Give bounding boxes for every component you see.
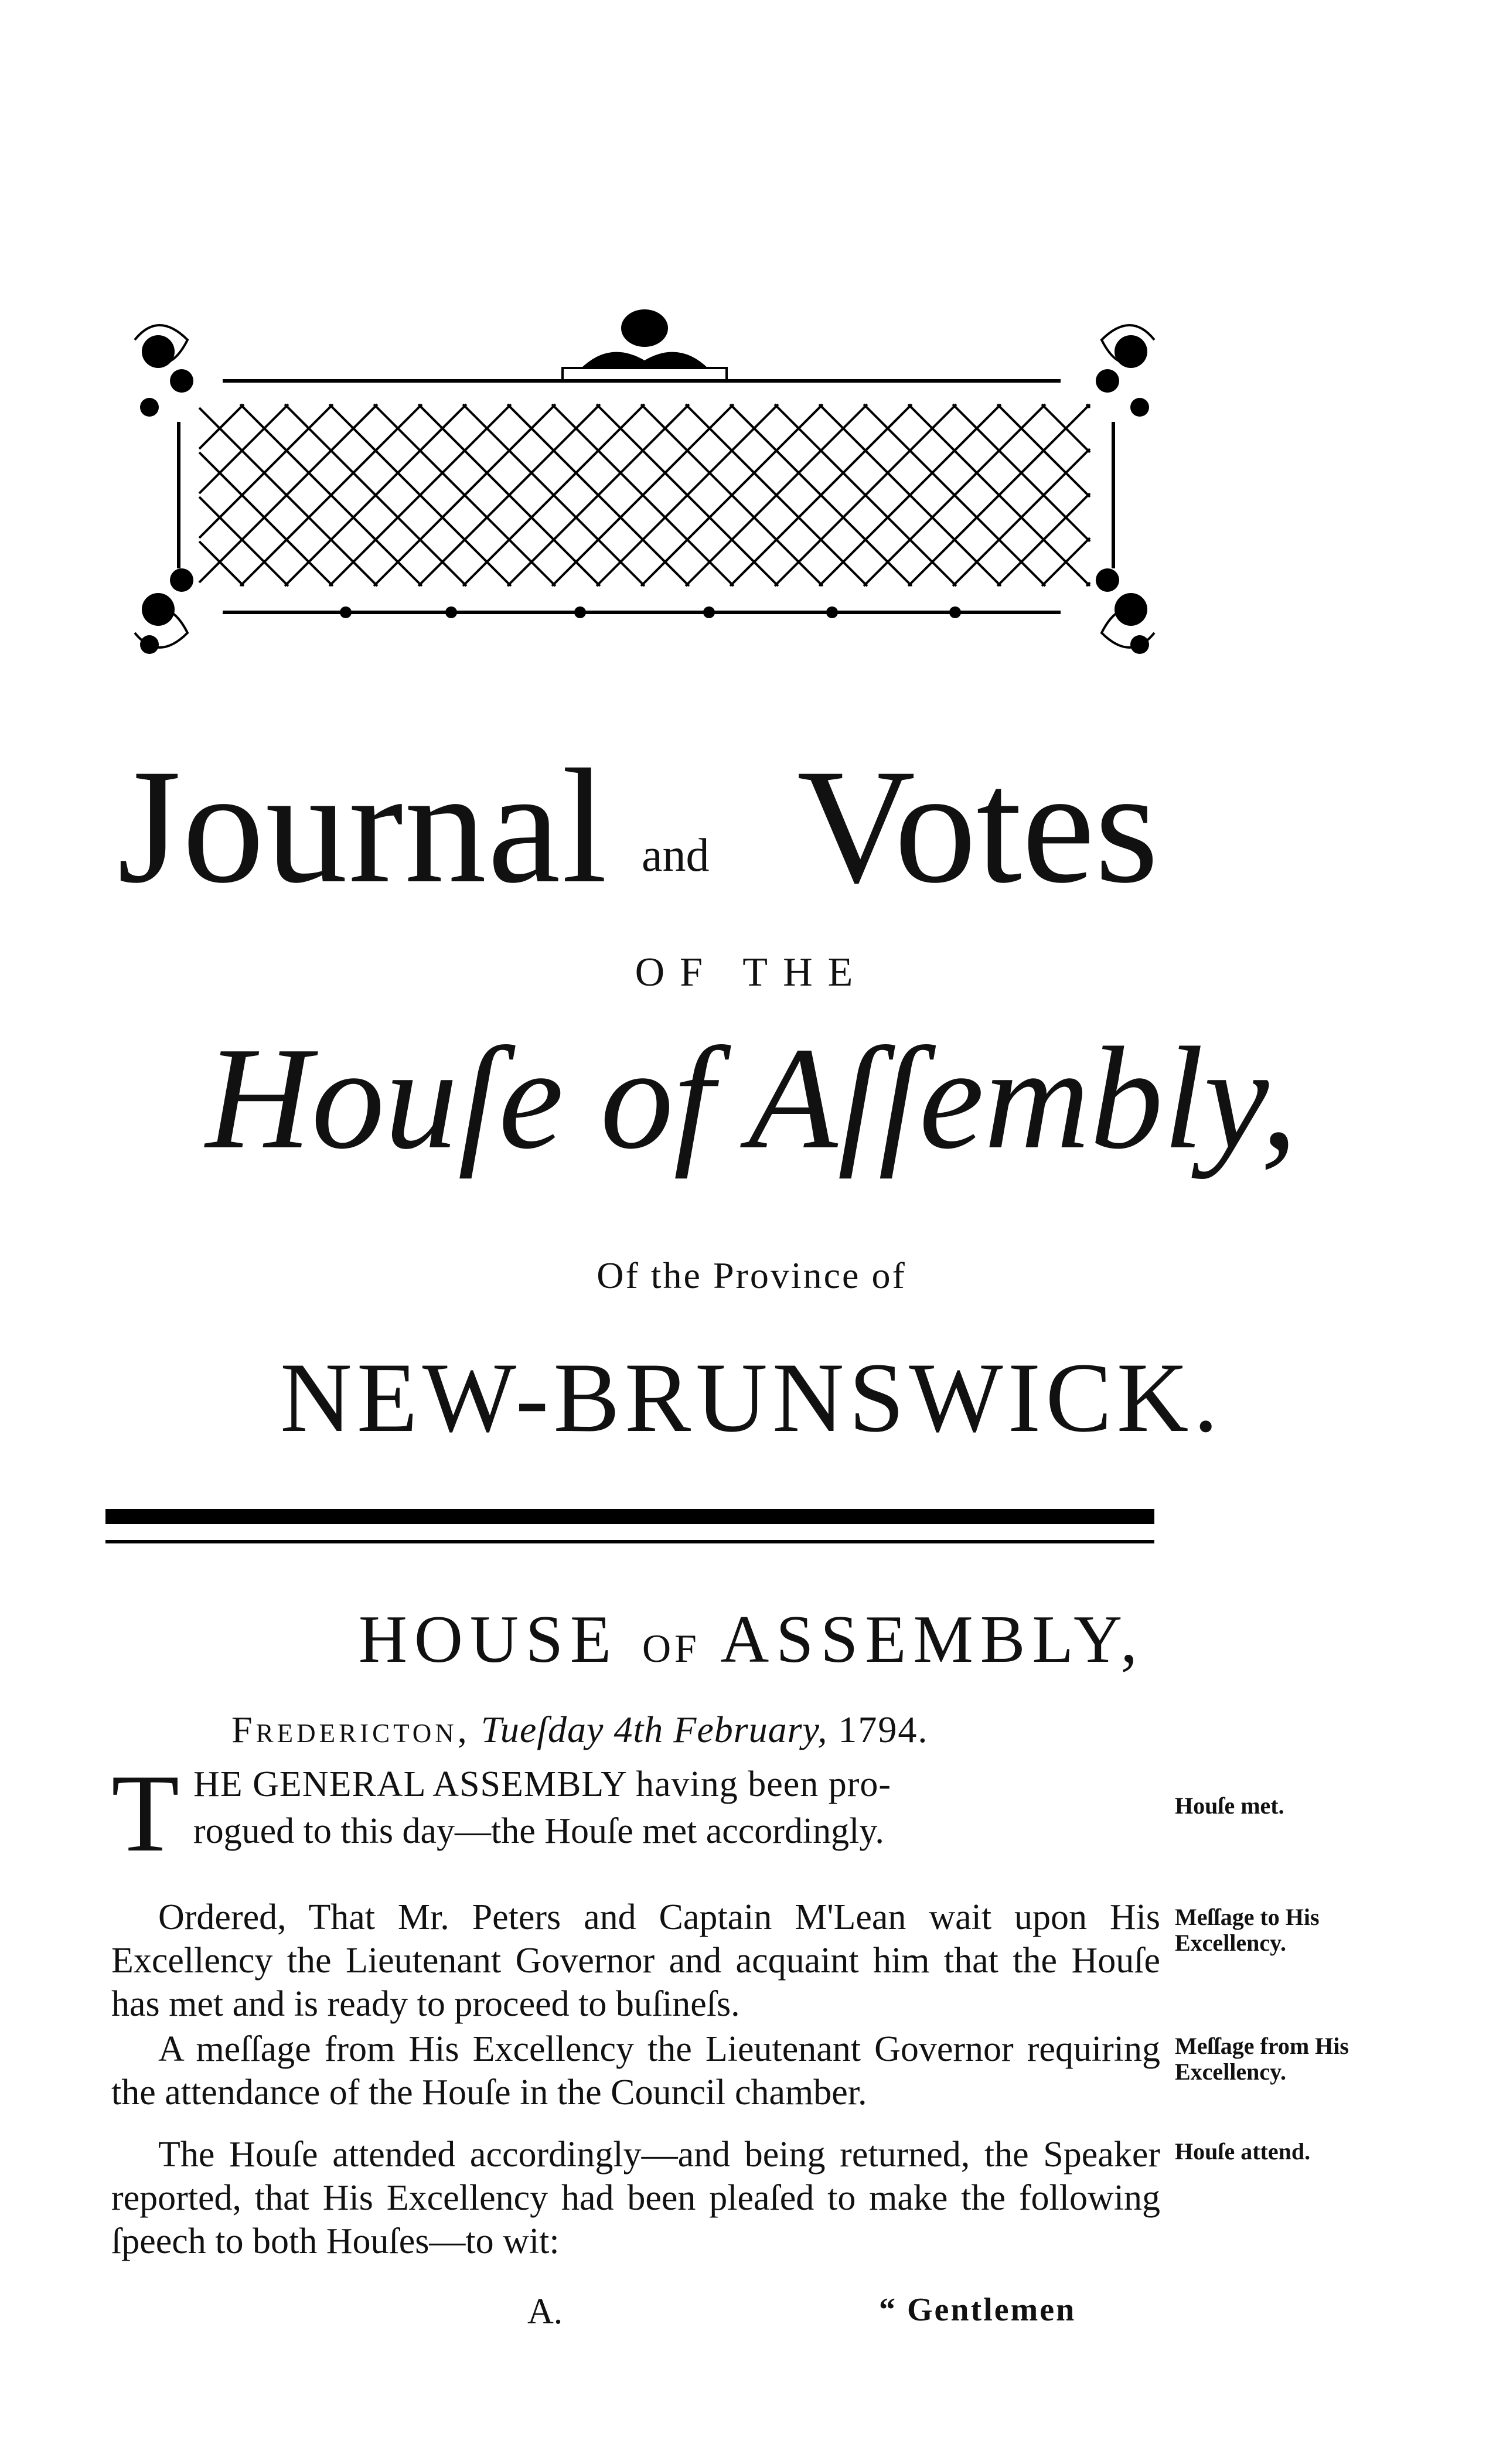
paragraph-1-line-2: rogued to this day—the Houſe met accordingly.: [193, 1811, 884, 1851]
title-new-brunswick: NEW-BRUNSWICK.: [280, 1342, 1223, 1453]
margin-note-house-attend: Houſe attend.: [1175, 2138, 1311, 2165]
margin-note-house-met: Houſe met.: [1175, 1792, 1284, 1819]
dateline-date: Tueſday 4th February,: [480, 1709, 828, 1750]
paragraph-4: The Houſe attended accordingly—and being returned, the Speaker reported, that His Excellency had been pleaſed to make the following ſpeech to both Houſes—to wit:: [111, 2135, 1160, 2261]
lattice-line: [199, 404, 377, 582]
lattice-line: [199, 497, 288, 586]
paragraph-3: A meſſage from His Excellency the Lieutenant Governor requiring the attendance of the Houſe in the Council chamber.: [111, 2029, 1160, 2112]
title-votes: Votes: [797, 735, 1159, 917]
title-of-the-province: Of the Province of: [597, 1255, 906, 1296]
lattice-line: [199, 404, 288, 493]
dateline-year: 1794.: [838, 1709, 929, 1750]
divider-thin: [105, 1540, 1154, 1543]
lattice-line: [199, 408, 377, 586]
lattice-line: [199, 404, 244, 449]
heading-assembly: ASSEMBLY,: [720, 1602, 1145, 1676]
margin-note-message-to: Meſſage to His Excellency.: [1175, 1904, 1320, 1956]
title-of-the: OF THE: [635, 950, 868, 995]
paragraph-1-line-1: HE GENERAL ASSEMBLY having been pro-: [193, 1764, 892, 1804]
heading-house: HOUSE: [358, 1602, 619, 1676]
decorative-headpiece: [123, 305, 1166, 668]
title-house-of-assembly: Houſe of Aſſembly,: [205, 1017, 1298, 1180]
drop-cap: T: [111, 1752, 180, 1875]
title-and: and: [642, 830, 710, 881]
dateline: [231, 1708, 928, 1751]
section-heading: [0, 1602, 1503, 1676]
paragraph-2: Ordered, That Mr. Peters and Captain M'Lean wait upon His Excellency the Lieutenant Governor and acquaint him that the Houſe has met and is ready to proceed to buſineſs.: [111, 1897, 1160, 2024]
signature-mark: A.: [527, 2292, 563, 2332]
catchword: “ Gentlemen: [879, 2292, 1076, 2328]
dateline-place: Fredericton,: [231, 1709, 471, 1750]
lattice-line: [199, 541, 244, 586]
title-journal: Journal: [117, 735, 609, 917]
divider-thick: [105, 1509, 1154, 1524]
margin-note-message-from: Meſſage from His Excellency.: [1175, 2033, 1349, 2085]
heading-of: OF: [642, 1626, 700, 1671]
